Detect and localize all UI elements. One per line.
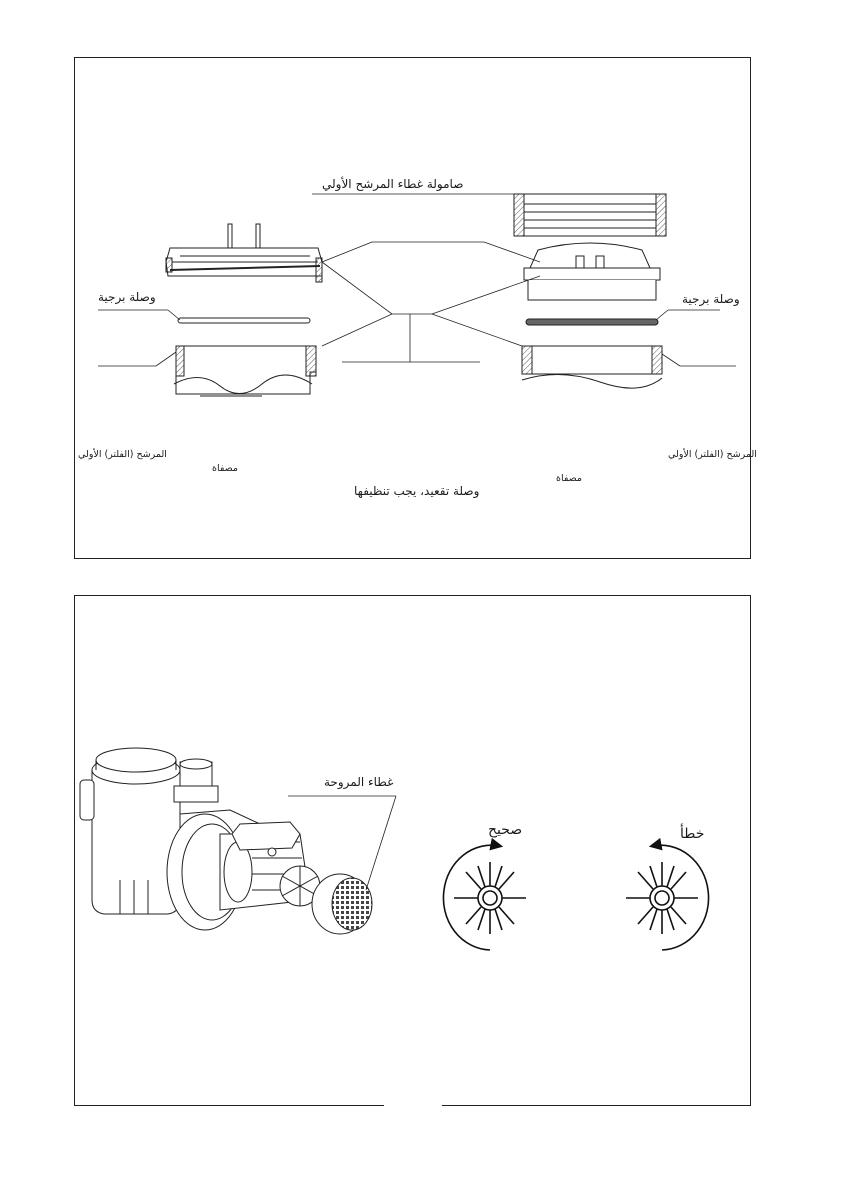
label-prefilter-left: المرشح (الفلتر) الأولي [78,449,167,460]
left-oring [178,318,310,323]
label-oring-right: وصلة برجية [682,292,740,306]
label-wrong: خطأ [680,826,705,842]
right-lid-nut [514,194,666,236]
label-strainer-right: مصفاة [556,473,583,484]
left-housing-section [174,346,316,396]
right-lid [524,243,660,300]
label-lid-nut: صامولة غطاء المرشح الأولي [322,177,464,191]
right-housing [522,346,662,388]
label-seal-clean: وصلة تقعيد، يجب تنظيفها [354,484,480,498]
correct-rotation-icon [443,845,526,950]
label-fan-cover: غطاء المروحة [324,775,394,789]
label-strainer-left: مصفاة [212,463,239,474]
wrong-rotation-icon [626,845,709,950]
right-oring [526,319,658,325]
left-lid-section [166,224,322,282]
label-prefilter-right: المرشح (الفلتر) الأولي [668,449,757,460]
label-correct: صحيح [488,822,523,838]
label-oring-left: وصلة برجية [98,290,156,304]
